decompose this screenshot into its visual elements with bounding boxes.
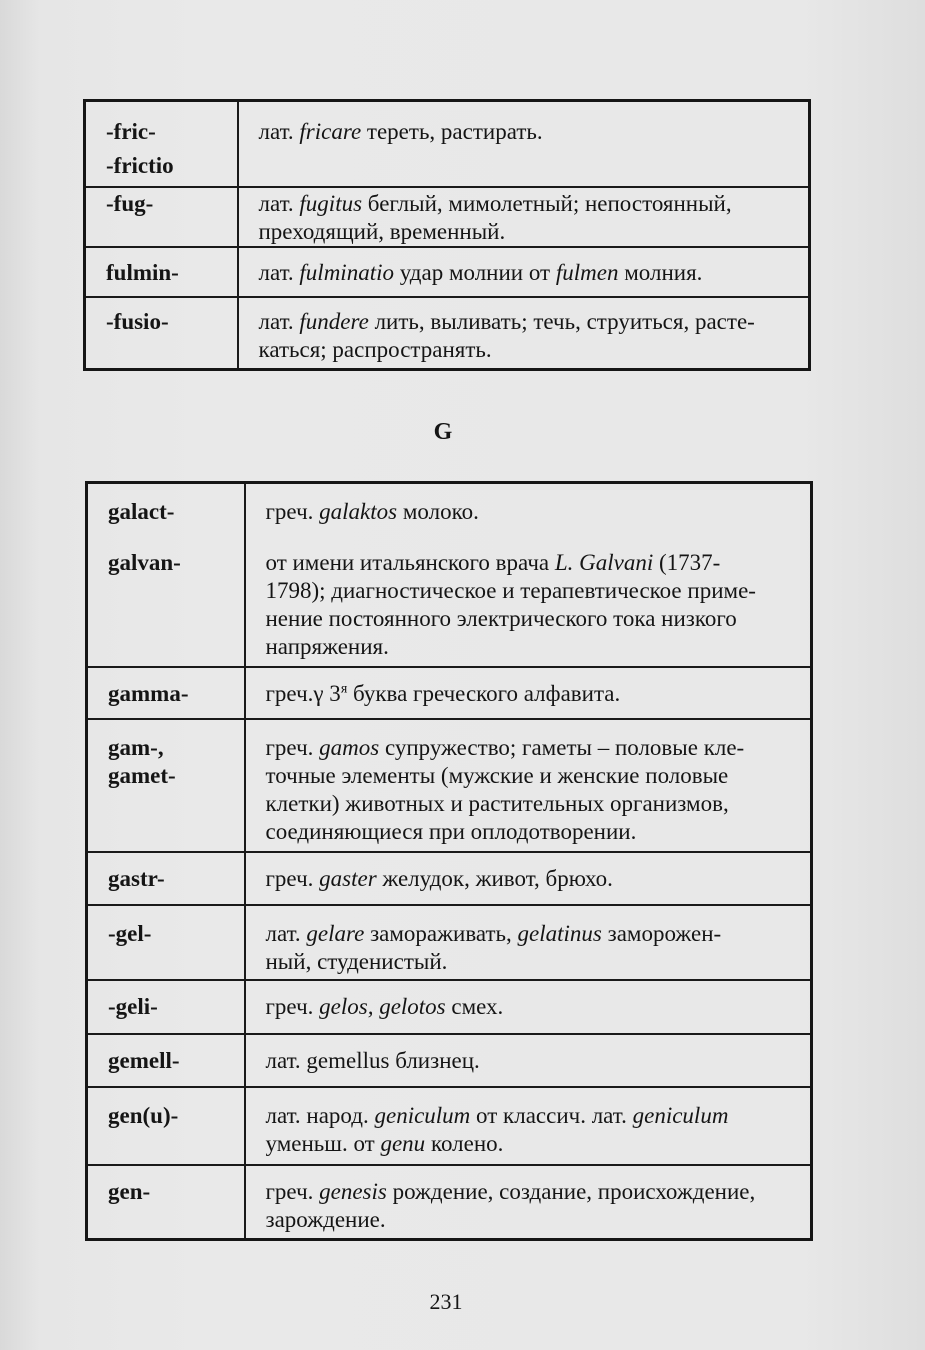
definition-text: супружество; гаметы – половые кле- — [379, 734, 745, 760]
foreign-word: fulmen — [555, 259, 619, 285]
foreign-word: fulminatio — [299, 259, 394, 285]
definition-text: лат. gemellus близнец. — [265, 1047, 480, 1073]
definition-text: 1798); диагностическое и терапевтическое приме- — [265, 577, 756, 603]
term-cell — [87, 905, 245, 980]
definition-cell — [245, 980, 812, 1034]
definition-text: молния. — [618, 259, 703, 285]
entries-table-body — [85, 101, 810, 370]
definition-cell — [238, 101, 810, 187]
term-cell — [87, 667, 245, 719]
definition-cell — [245, 905, 812, 980]
definition-line — [259, 118, 805, 146]
definition-text: рождение, создание, происхождение, — [386, 1178, 756, 1204]
entry-term: gamma- — [108, 680, 189, 706]
definition-text: заморожен- — [601, 920, 722, 946]
definition-text: желудок, живот, брюхо. — [376, 865, 613, 891]
term-cell — [85, 297, 238, 370]
definition-line — [266, 577, 807, 605]
term-cell — [87, 852, 245, 905]
dictionary-entry-row — [87, 852, 812, 905]
definition-text: нение постоянного электрического тока низкого — [265, 605, 737, 631]
definition-line — [259, 336, 805, 364]
definition-text: замораживать, — [364, 920, 518, 946]
term-cell — [87, 980, 245, 1034]
dictionary-entry-row — [87, 539, 812, 667]
definition-line — [266, 734, 807, 762]
definition-text: лат. народ. — [265, 1102, 375, 1128]
definition-text: буква греческого алфавита. — [347, 680, 621, 706]
foreign-word: geniculum — [374, 1102, 471, 1128]
term-cell — [87, 483, 245, 539]
definition-text: лат. — [258, 190, 300, 216]
entry-term: -fric- — [106, 119, 156, 144]
term-cell — [87, 719, 245, 852]
definition-line — [266, 948, 807, 976]
term-cell — [87, 1165, 245, 1240]
definition-line — [266, 762, 807, 790]
term-cell — [87, 1034, 245, 1087]
entry-term: gemell- — [108, 1047, 180, 1073]
definition-line — [259, 308, 805, 336]
definition-line — [266, 1102, 807, 1130]
definition-text: молоко. — [397, 499, 479, 524]
definition-text: лат. — [258, 259, 300, 285]
definition-text: тереть, растирать. — [361, 119, 543, 144]
entries-table-f — [83, 99, 811, 371]
definition-text: греч. — [265, 1178, 320, 1204]
definition-text: ный, студенистый. — [265, 948, 448, 974]
definition-cell — [245, 667, 812, 719]
dictionary-entry-row — [87, 905, 812, 980]
entry-term: -geli- — [108, 993, 158, 1019]
definition-line — [266, 1047, 807, 1075]
definition-text: точные элементы (мужские и женские половые — [265, 762, 729, 788]
term-cell — [85, 247, 238, 297]
definition-line — [266, 680, 807, 708]
definition-text: лат. — [258, 308, 300, 334]
foreign-word: geniculum — [632, 1102, 729, 1128]
definition-text: лат. — [258, 119, 300, 144]
definition-text: греч. — [265, 499, 320, 524]
dictionary-entry-row — [85, 187, 810, 247]
definition-text: греч.γ 3 — [265, 680, 341, 706]
entry-term: gam-, — [108, 734, 164, 760]
definition-cell — [245, 719, 812, 852]
entry-term: gamet- — [108, 762, 176, 788]
definition-text: зарождение. — [265, 1206, 386, 1232]
term-cell — [87, 539, 245, 667]
dictionary-entry-row — [87, 980, 812, 1034]
foreign-word: fundere — [299, 308, 369, 334]
definition-text: преходящий, временный. — [258, 218, 506, 244]
definition-cell — [245, 539, 812, 667]
dictionary-entry-row — [85, 101, 810, 187]
definition-line — [266, 1130, 807, 1158]
dictionary-entry-row — [87, 719, 812, 852]
term-cell — [87, 1087, 245, 1165]
term-cell — [85, 187, 238, 247]
definition-cell — [245, 1165, 812, 1240]
entry-term: -frictio — [106, 153, 174, 178]
definition-line — [266, 818, 807, 846]
definition-text: (1737- — [653, 549, 721, 575]
dictionary-entry-row — [85, 247, 810, 297]
definition-text: от классич. лат. — [470, 1102, 633, 1128]
dictionary-entry-row — [87, 1034, 812, 1087]
foreign-word: gamos — [319, 734, 380, 760]
definition-text: лат. — [265, 920, 307, 946]
definition-text: от имени итальянского врача — [265, 549, 555, 575]
definition-cell — [238, 187, 810, 247]
definition-text: напряжения. — [265, 633, 389, 659]
definition-line — [266, 920, 807, 948]
entry-term: gen(u)- — [108, 1102, 179, 1128]
term-cell — [85, 101, 238, 187]
definition-line — [266, 993, 807, 1021]
entries-table-g — [85, 481, 813, 1241]
definition-text: уменьш. от — [265, 1130, 381, 1156]
dictionary-entry-row — [87, 667, 812, 719]
definition-line — [266, 1206, 807, 1234]
dictionary-entry-row — [87, 483, 812, 539]
definition-cell — [238, 297, 810, 370]
definition-text: греч. — [265, 865, 320, 891]
definition-text: беглый, мимолетный; непостоянный, — [362, 190, 732, 216]
definition-cell — [245, 483, 812, 539]
definition-text: колено. — [425, 1130, 504, 1156]
definition-line — [266, 633, 807, 661]
definition-line — [266, 498, 807, 526]
foreign-word: gaster — [319, 865, 377, 891]
definition-line — [259, 190, 805, 218]
foreign-word: fricare — [299, 119, 362, 144]
foreign-word: fugitus — [299, 190, 363, 216]
definition-cell — [238, 247, 810, 297]
definition-line — [266, 605, 807, 633]
foreign-word: L. Galvani — [554, 549, 654, 575]
foreign-word: galaktos — [319, 499, 398, 524]
dictionary-entry-row — [85, 297, 810, 370]
entries-table-body — [87, 483, 812, 1240]
definition-text: греч. — [265, 734, 320, 760]
definition-line — [266, 549, 807, 577]
definition-line — [266, 865, 807, 893]
section-letter-heading: G — [433, 419, 453, 445]
definition-cell — [245, 1087, 812, 1165]
definition-line — [259, 259, 805, 287]
entry-term: galvan- — [108, 549, 181, 575]
definition-text: соединяющиеся при оплодотворении. — [265, 818, 637, 844]
definition-text: греч. — [265, 993, 320, 1019]
definition-text: смех. — [445, 993, 504, 1019]
definition-text: каться; распространять. — [258, 336, 492, 362]
entry-term: -fusio- — [106, 308, 169, 334]
foreign-word: genu — [380, 1130, 426, 1156]
definition-line — [266, 790, 807, 818]
entry-term: gastr- — [108, 865, 165, 891]
entry-term: galact- — [108, 499, 175, 524]
definition-line — [259, 218, 805, 246]
definition-line — [266, 1178, 807, 1206]
definition-cell — [245, 1034, 812, 1087]
foreign-word: gelos, gelotos — [319, 993, 446, 1019]
dictionary-entry-row — [87, 1087, 812, 1165]
definition-text: лить, выливать; течь, струиться, расте- — [368, 308, 755, 334]
page-number: 231 — [429, 1289, 463, 1314]
foreign-word: gelare — [306, 920, 365, 946]
superscript-text: я — [340, 680, 348, 696]
definition-text: удар молнии от — [393, 259, 556, 285]
foreign-word: genesis — [319, 1178, 387, 1204]
foreign-word: gelatinus — [517, 920, 602, 946]
entry-term: gen- — [108, 1178, 151, 1204]
entry-term: fulmin- — [106, 259, 179, 285]
definition-cell — [245, 852, 812, 905]
entry-term: -gel- — [108, 920, 152, 946]
definition-text: клетки) животных и растительных организмов, — [265, 790, 729, 816]
dictionary-entry-row — [87, 1165, 812, 1240]
entry-term: -fug- — [106, 190, 154, 216]
